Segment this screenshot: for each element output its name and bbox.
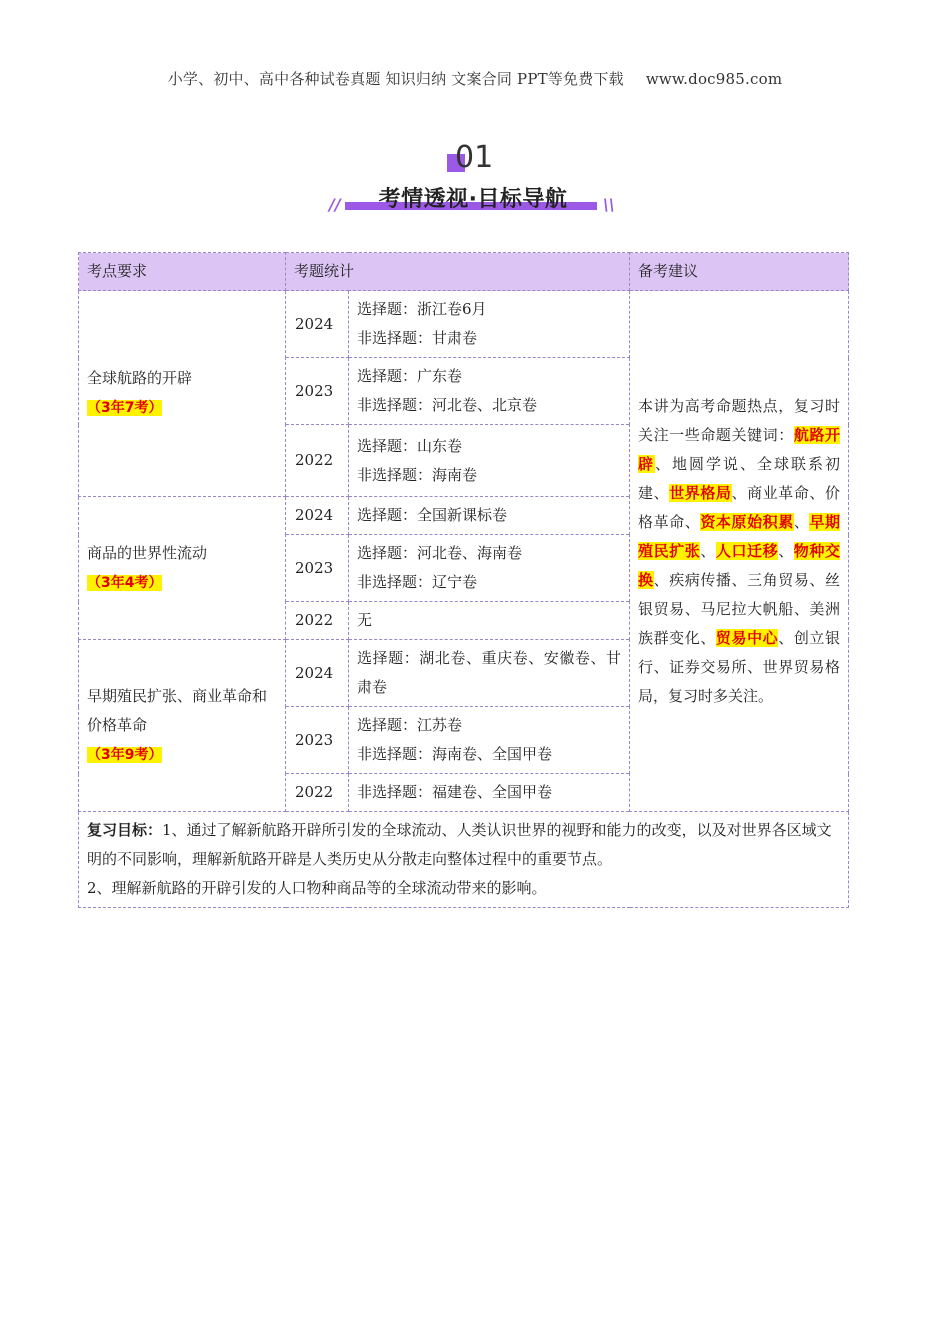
year-cell: 2024 <box>286 291 349 358</box>
topic-cell <box>79 640 286 812</box>
header-cell-statistics: 考题统计 <box>286 253 630 291</box>
section-number: 01 <box>455 140 494 175</box>
table-row <box>79 291 849 358</box>
exam-count-badge: （3年4考） <box>87 574 163 591</box>
section-title-block <box>0 138 950 218</box>
topic-name: 商品的世界性流动 <box>87 543 208 562</box>
header-cell-advice: 备考建议 <box>630 253 849 291</box>
keyword-highlight: 早期殖民扩张 <box>638 512 841 560</box>
advice-text: 、商业革命、价格革命、 <box>638 483 840 531</box>
exam-cell <box>349 291 630 358</box>
advice-text: 、 <box>778 541 794 560</box>
exam-cell <box>349 640 630 707</box>
keyword-highlight: 世界格局 <box>669 483 732 502</box>
exam-count-badge: （3年9考） <box>87 746 163 763</box>
year-cell: 2024 <box>286 640 349 707</box>
advice-cell <box>630 291 849 812</box>
review-goal-line-1: 1、通过了解新航路开辟所引发的全球流动、人类认识世界的视野和能力的改变，以及对世界各区域文明的不同影响，理解新航路开辟是人类历史从分散走向整体过程中的重要节点。 <box>87 821 832 868</box>
advice-text: 本讲为高考命题热点，复习时关注一些命题关键词： <box>638 396 841 444</box>
year-cell: 2024 <box>286 497 349 535</box>
advice-text: 、创立银行、证券交易所、世界贸易格局，复习时多关注。 <box>638 628 841 705</box>
exam-line: 选择题：广东卷 <box>357 367 463 385</box>
exam-cell <box>349 358 630 425</box>
exam-line: 选择题：湖北卷、重庆卷、安徽卷、甘肃卷 <box>357 649 622 696</box>
year-cell: 2023 <box>286 707 349 774</box>
exam-line: 选择题：全国新课标卷 <box>357 506 508 524</box>
exam-line: 非选择题：河北卷、北京卷 <box>357 396 538 414</box>
year-cell: 2022 <box>286 425 349 497</box>
review-goal-label: 复习目标： <box>87 821 163 839</box>
exam-line: 非选择题：福建卷、全国甲卷 <box>357 783 553 801</box>
topic-cell <box>79 497 286 640</box>
site-url[interactable]: www.doc985.com <box>645 70 783 88</box>
advice-text: 、 <box>700 541 716 560</box>
exam-line: 非选择题：辽宁卷 <box>357 573 478 591</box>
year-cell: 2022 <box>286 774 349 812</box>
advice-text: 、疾病传播、三角贸易、丝银贸易、马尼拉大帆船、美洲族群变化、 <box>638 570 841 647</box>
exam-cell <box>349 535 630 602</box>
header-cell-requirement: 考点要求 <box>79 253 286 291</box>
topic-name: 全球航路的开辟 <box>87 369 193 387</box>
exam-cell <box>349 425 630 497</box>
site-header <box>0 68 950 89</box>
advice-text: 、地圆学说、全球联系初建、 <box>638 454 840 502</box>
review-goal-cell <box>79 812 849 908</box>
keyword-highlight: 物种交换 <box>638 541 840 589</box>
section-title: 考情透视·目标导航 <box>378 187 568 212</box>
exam-line: 非选择题：海南卷、全国甲卷 <box>357 745 553 763</box>
year-cell: 2022 <box>286 602 349 640</box>
keyword-highlight: 航路开辟 <box>638 425 840 473</box>
slash-decoration-right: \\ <box>603 195 615 214</box>
exam-line: 选择题：江苏卷 <box>357 716 463 734</box>
review-goal-row <box>79 812 849 908</box>
exam-cell <box>349 497 630 535</box>
exam-line: 非选择题：海南卷 <box>357 465 478 484</box>
site-header-left: 小学、初中、高中各种试卷真题 知识归纳 文案合同 PPT等免费下载 <box>167 70 624 88</box>
advice-text: 、 <box>793 512 810 531</box>
exam-line: 选择题：河北卷、海南卷 <box>357 544 523 562</box>
review-goal-line-2: 2、理解新航路的开辟引发的人口物种商品等的全球流动带来的影响。 <box>87 879 547 897</box>
topic-cell <box>79 291 286 497</box>
year-cell: 2023 <box>286 535 349 602</box>
table-header-row <box>79 253 849 291</box>
exam-line: 非选择题：甘肃卷 <box>357 329 478 347</box>
keyword-highlight: 资本原始积累 <box>700 512 794 531</box>
exam-line: 选择题：山东卷 <box>357 436 463 455</box>
year-cell: 2023 <box>286 358 349 425</box>
keyword-highlight: 人口迁移 <box>715 541 779 560</box>
exam-line: 无 <box>357 611 373 629</box>
exam-line: 选择题：浙江卷6月 <box>357 300 487 318</box>
exam-count-badge: （3年7考） <box>87 400 163 416</box>
exam-analysis-table <box>78 252 848 908</box>
exam-cell <box>349 707 630 774</box>
slash-decoration-left: // <box>329 195 341 214</box>
exam-cell <box>349 602 630 640</box>
topic-name: 早期殖民扩张、商业革命和价格革命 <box>87 686 268 734</box>
keyword-highlight: 贸易中心 <box>715 628 779 647</box>
exam-cell <box>349 774 630 812</box>
